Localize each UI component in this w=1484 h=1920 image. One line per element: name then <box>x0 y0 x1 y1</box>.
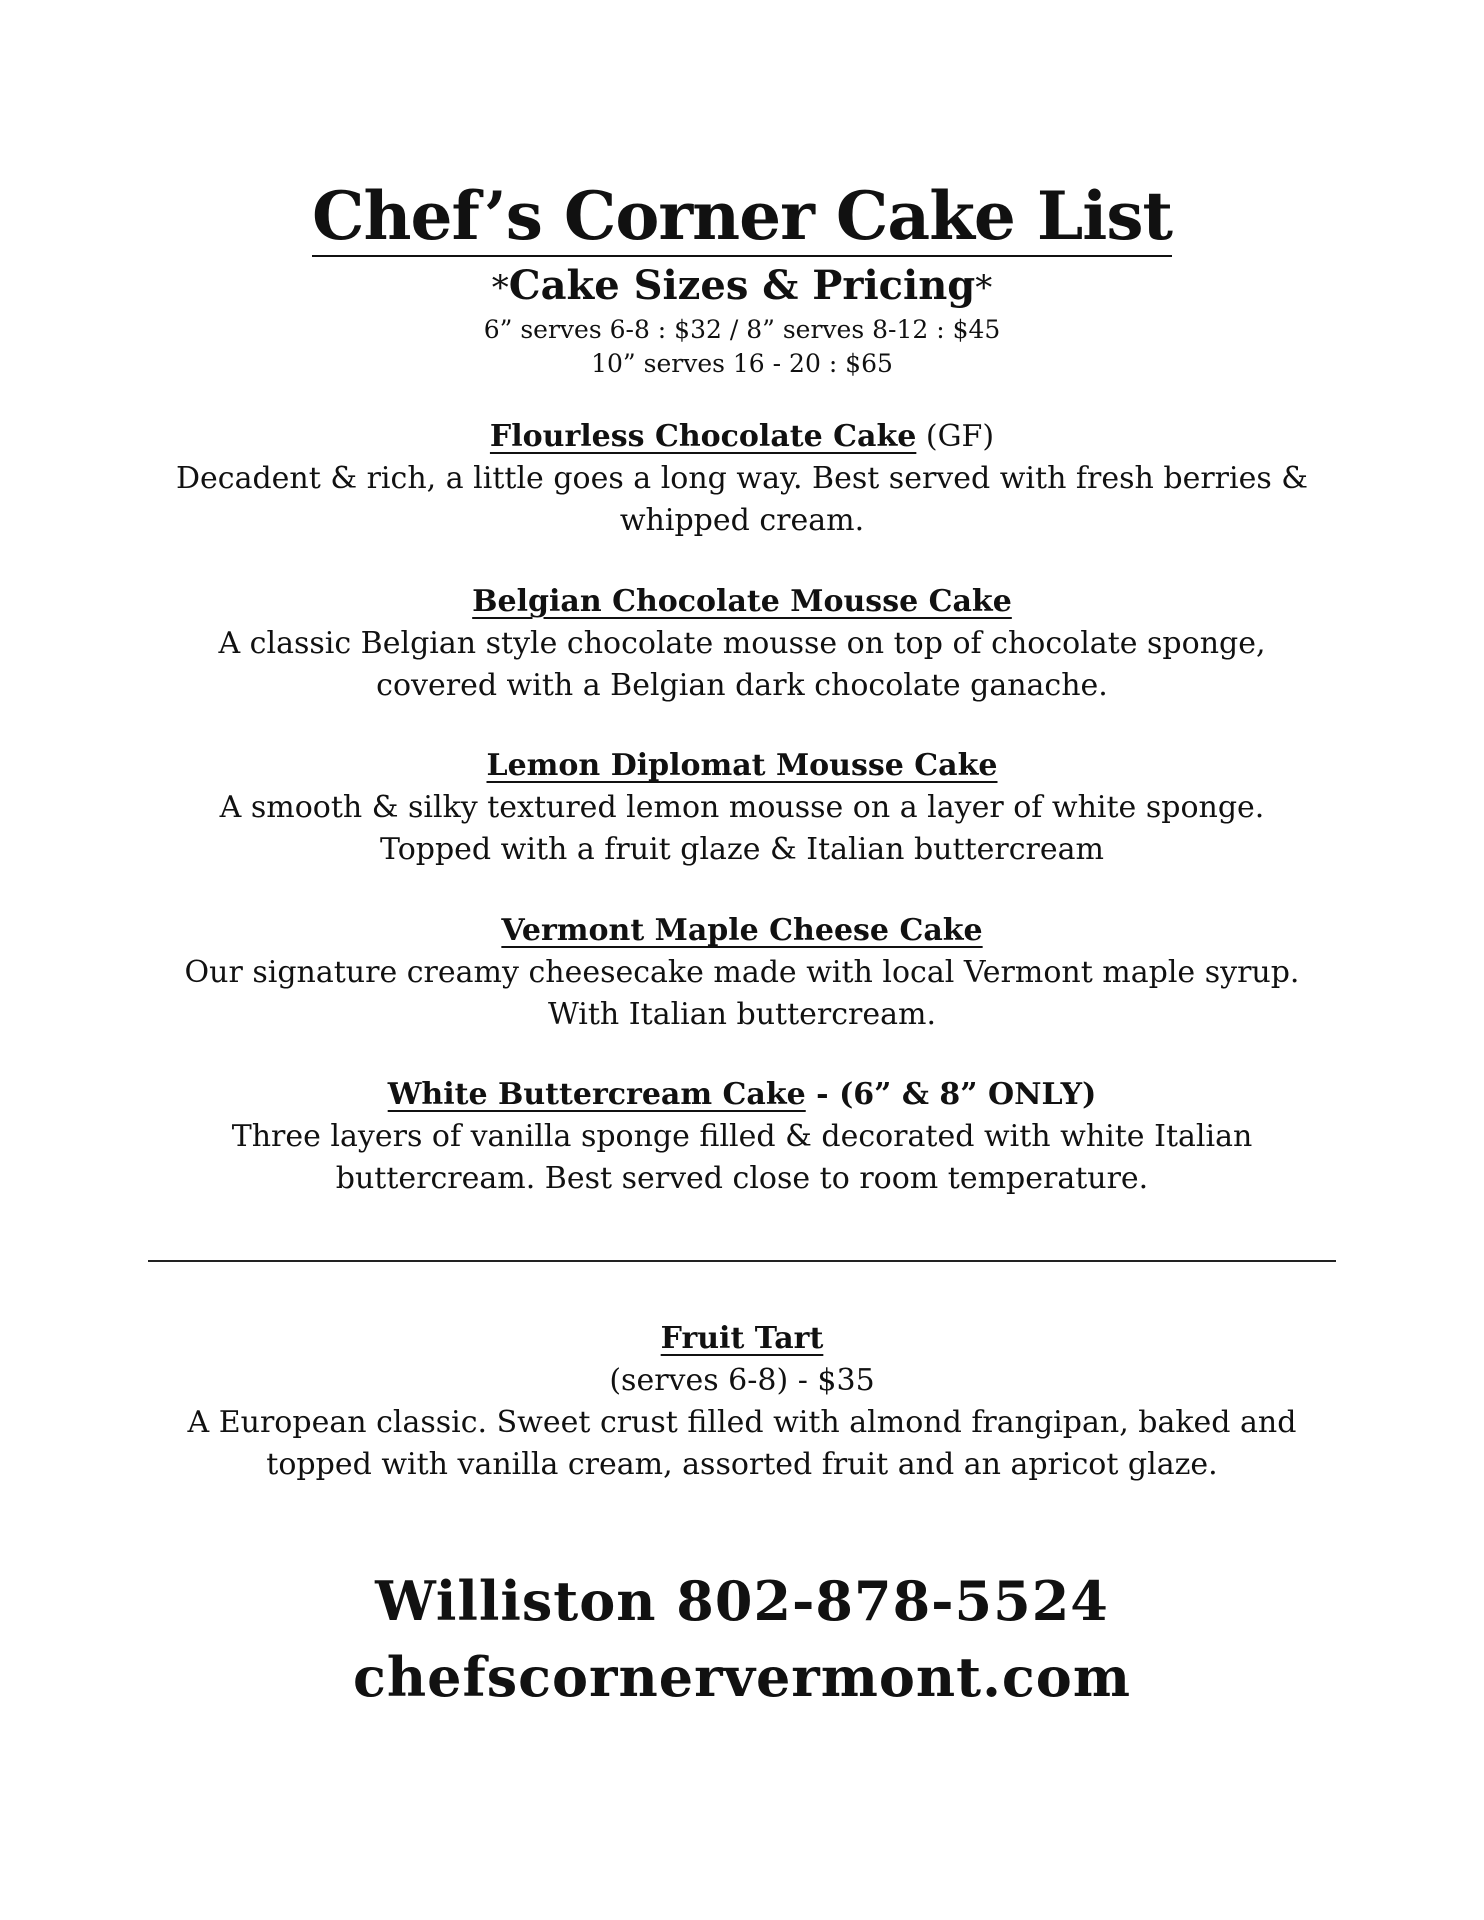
tart-item <box>130 1318 1354 1486</box>
star-left: * <box>491 268 509 308</box>
cake-desc-line-1: A classic Belgian style chocolate mousse on top of chocolate sponge, <box>218 626 1266 661</box>
cake-name: Lemon Diplomat Mousse Cake <box>486 748 998 783</box>
tart-desc-line-2: topped with vanilla cream, assorted fruit and an apricot glaze. <box>266 1447 1218 1482</box>
sizes-line-1: 6” serves 6-8 : $32 / 8” serves 8-12 : $45 <box>483 315 1001 344</box>
tart-name: Fruit Tart <box>660 1321 824 1356</box>
contact-website: chefscornervermont.com <box>353 1645 1131 1709</box>
sizes-heading <box>0 262 1484 312</box>
contact-phone: Williston 802-878-5524 <box>375 1569 1109 1633</box>
cake-desc-line-1: Our signature creamy cheesecake made with local Vermont maple syrup. <box>184 955 1300 990</box>
cake-desc-line-2: buttercream. Best served close to room temperature. <box>335 1161 1149 1196</box>
cake-name: Flourless Chocolate Cake <box>489 419 917 454</box>
cake-desc-line-1: Three layers of vanilla sponge filled & decorated with white Italian <box>231 1119 1253 1154</box>
cake-desc-line-2: covered with a Belgian dark chocolate ganache. <box>376 668 1108 703</box>
sizes-line-2: 10” serves 16 - 20 : $65 <box>591 349 893 378</box>
cake-name-row <box>130 910 1354 952</box>
cake-item-flourless-chocolate <box>130 416 1354 542</box>
cake-name-row <box>130 581 1354 623</box>
cake-desc-line-2: whipped cream. <box>619 503 865 538</box>
cake-note: - (6” & 8” ONLY) <box>805 1077 1097 1112</box>
tart-desc-line-1: A European classic. Sweet crust filled with almond frangipan, baked and <box>187 1405 1297 1440</box>
cake-item-white-buttercream <box>130 1074 1354 1200</box>
cake-item-belgian-chocolate-mousse <box>130 581 1354 707</box>
cake-note: (GF) <box>916 419 995 454</box>
star-right: * <box>975 268 993 308</box>
cake-desc-line-2: With Italian buttercream. <box>547 997 937 1032</box>
cake-name: Vermont Maple Cheese Cake <box>501 913 983 948</box>
cake-name: Belgian Chocolate Mousse Cake <box>472 584 1012 619</box>
cake-name-row <box>130 416 1354 458</box>
section-divider <box>148 1260 1336 1262</box>
cake-desc-line-1: Decadent & rich, a little goes a long way. Best served with fresh berries & <box>175 461 1309 496</box>
cake-name-row <box>130 1074 1354 1116</box>
tart-name-row <box>130 1318 1354 1360</box>
cake-desc-line-1: A smooth & silky textured lemon mousse on a layer of white sponge. <box>219 790 1265 825</box>
cake-item-lemon-diplomat-mousse <box>130 745 1354 871</box>
sizes-heading-text: Cake Sizes & Pricing <box>508 262 976 309</box>
cake-item-vermont-maple-cheese <box>130 910 1354 1036</box>
page-title-text: Chef’s Corner Cake List <box>311 177 1173 255</box>
cake-name-row <box>130 745 1354 787</box>
cake-desc-line-2: Topped with a fruit glaze & Italian buttercream <box>380 832 1104 867</box>
page-title <box>0 178 1484 257</box>
tart-price: (serves 6-8) - $35 <box>609 1363 875 1398</box>
cake-name: White Buttercream Cake <box>387 1077 806 1112</box>
